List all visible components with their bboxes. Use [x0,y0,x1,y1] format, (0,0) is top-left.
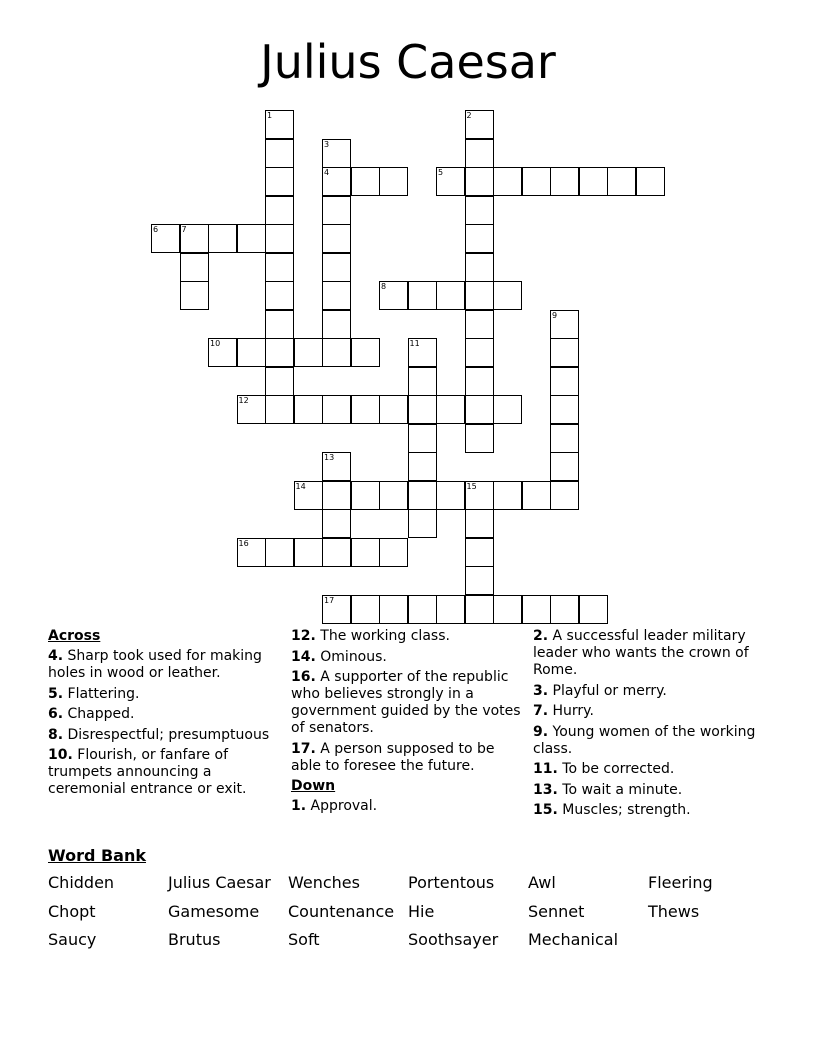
crossword-cell[interactable] [265,281,294,310]
cell-number: 1 [267,111,273,120]
clue-number: 2. [533,628,549,644]
crossword-cell[interactable] [322,281,351,310]
crossword-cell[interactable] [322,595,351,624]
crossword-cell[interactable] [237,224,266,253]
crossword-cell[interactable] [408,424,437,453]
cell-number: 8 [381,282,387,291]
crossword-cell[interactable] [265,310,294,339]
crossword-cell[interactable] [351,167,380,196]
crossword-cell[interactable] [465,595,494,624]
clue-number: 13. [533,781,558,798]
clue-text: Flattering. [67,685,140,702]
crossword-cell[interactable] [465,395,494,424]
crossword-cell[interactable] [465,281,494,310]
crossword-cell[interactable] [550,310,579,339]
crossword-cell[interactable] [322,253,351,282]
word-bank-item: Fleering [648,873,713,892]
crossword-cell[interactable] [465,338,494,367]
crossword-cell[interactable] [465,310,494,339]
cell-number: 7 [181,225,187,234]
crossword-cell[interactable] [579,595,608,624]
clue-item [533,802,769,819]
crossword-cell[interactable] [322,224,351,253]
across-heading: Across [48,628,101,644]
clue-item [48,706,276,723]
cell-number: 4 [324,168,330,177]
clue-item [291,649,523,666]
word-bank-item: Thews [648,901,700,921]
crossword-cell[interactable] [465,481,494,510]
crossword-cell[interactable] [408,481,437,510]
crossword-cell[interactable] [322,310,351,339]
crossword-cell[interactable] [351,538,380,567]
crossword-cell[interactable] [436,281,465,310]
crossword-cell[interactable] [436,481,465,510]
clue-number: 11. [533,761,558,777]
crossword-cell[interactable] [265,395,294,424]
cell-number: 17 [324,595,335,605]
cell-number: 2 [466,111,472,120]
crossword-cell[interactable] [322,395,351,424]
crossword-cell[interactable] [294,338,323,367]
word-bank-item: Chopt [48,901,96,921]
clue-item [291,628,523,645]
across-clue-list-continued [291,628,523,775]
cell-number: 13 [324,453,335,462]
word-bank-item: Countenance [288,901,395,921]
crossword-cell[interactable] [351,395,380,424]
crossword-cell[interactable] [465,509,494,538]
crossword-cell[interactable] [322,509,351,538]
crossword-cell[interactable] [493,595,522,624]
cell-number: 5 [438,168,444,177]
cell-number: 15 [466,481,477,491]
clue-item [291,741,523,775]
crossword-cell[interactable] [465,367,494,396]
crossword-cell[interactable] [493,167,522,196]
crossword-cell[interactable] [522,167,551,196]
crossword-cell[interactable] [265,139,294,168]
clue-number: 10. [48,747,73,763]
crossword-cell[interactable] [550,338,579,367]
clue-text: Flourish, or fanfare of trumpets announcing a ceremonial entrance or exit. [48,747,247,797]
crossword-cell[interactable] [379,167,408,196]
crossword-cell[interactable] [408,452,437,481]
cell-number: 6 [153,225,159,234]
clue-text: Ominous. [320,648,387,665]
clue-item [533,703,769,720]
cell-number: 11 [409,339,420,348]
crossword-cell[interactable] [408,338,437,367]
clue-number: 14. [291,648,316,665]
crossword-cell[interactable] [436,167,465,196]
crossword-cell[interactable] [408,395,437,424]
crossword-cell[interactable] [265,224,294,253]
crossword-cell[interactable] [379,481,408,510]
crossword-cell[interactable] [550,452,579,481]
down-clue-list [291,798,523,815]
clue-number: 1. [291,798,307,814]
word-bank-item: Soft [288,930,320,949]
down-clue-list-continued [533,628,769,819]
crossword-cell[interactable] [522,595,551,624]
clue-text: Disrespectful; presumptuous [67,726,270,743]
cell-number: 14 [295,481,306,491]
crossword-cell[interactable] [579,167,608,196]
clue-item [48,686,276,703]
crossword-cell[interactable] [379,395,408,424]
word-bank-item: Portentous [408,873,495,892]
clue-item [533,628,769,679]
clue-item [533,683,769,700]
crossword-cell[interactable] [322,452,351,481]
crossword-cell[interactable] [465,139,494,168]
crossword-cell[interactable] [465,424,494,453]
clue-number: 4. [48,648,64,664]
word-bank-item: Mechanical [528,930,619,949]
cell-number: 9 [552,310,558,320]
cell-number: 3 [324,139,330,149]
clue-text: The working class. [320,628,450,644]
clue-item [48,648,276,682]
crossword-cell[interactable] [408,595,437,624]
crossword-cell[interactable] [465,538,494,567]
clues-column-2 [291,628,523,819]
clue-item [533,782,769,799]
crossword-cell[interactable] [465,224,494,253]
clue-number: 12. [291,628,316,644]
crossword-cell[interactable] [208,224,237,253]
clue-text: A successful leader military leader who wants the crown of Rome. [533,628,749,678]
crossword-cell[interactable] [322,481,351,510]
crossword-cell[interactable] [351,338,380,367]
crossword-cell[interactable] [493,481,522,510]
crossword-cell[interactable] [408,281,437,310]
clue-text: Young women of the working class. [533,723,756,757]
crossword-cell[interactable] [408,509,437,538]
crossword-cell[interactable] [465,196,494,225]
crossword-cell[interactable] [550,167,579,196]
crossword-cell[interactable] [465,253,494,282]
clue-number: 15. [533,802,558,818]
cell-number: 12 [238,396,249,405]
clue-text: To be corrected. [562,761,675,777]
clue-number: 5. [48,685,64,702]
crossword-cell[interactable] [522,481,551,510]
crossword-cell[interactable] [237,395,266,424]
crossword-cell[interactable] [265,338,294,367]
clues-column-3 [533,628,769,823]
word-bank [48,872,768,958]
word-bank-item: Chidden [48,873,115,892]
clue-number: 9. [533,723,549,740]
clue-text: A supporter of the republic who believes strongly in a government guided by the votes of senators. [291,669,521,736]
crossword-cell[interactable] [294,395,323,424]
down-heading: Down [291,778,336,794]
clue-text: Approval. [310,798,378,814]
clue-item [533,761,769,778]
crossword-cell[interactable] [408,367,437,396]
clue-item [48,727,276,744]
crossword-cell[interactable] [265,253,294,282]
crossword-cell[interactable] [237,538,266,567]
crossword-cell[interactable] [493,395,522,424]
word-bank-title: Word Bank [48,846,147,865]
crossword-cell[interactable] [550,395,579,424]
crossword-cell[interactable] [322,338,351,367]
word-bank-item: Wenches [288,873,360,892]
clue-text: To wait a minute. [562,781,683,798]
clue-text: Chapped. [67,706,135,722]
crossword-cell[interactable] [322,538,351,567]
crossword-cell[interactable] [550,595,579,624]
word-bank-item: Soothsayer [408,930,499,949]
word-bank-item: Gamesome [168,901,260,921]
crossword-cell[interactable] [465,110,494,139]
word-bank-item: Awl [528,873,556,892]
crossword-cell[interactable] [265,196,294,225]
clue-number: 7. [533,703,549,719]
crossword-cell[interactable] [550,367,579,396]
crossword-cell[interactable] [265,110,294,139]
word-bank-item: Hie [408,901,435,921]
page-title: Julius Caesar [260,35,556,89]
across-clue-list [48,648,276,798]
crossword-cell[interactable] [636,167,665,196]
crossword-cell[interactable] [550,481,579,510]
crossword-cell[interactable] [550,424,579,453]
crossword-cell[interactable] [493,281,522,310]
clue-item [291,669,523,737]
clue-number: 3. [533,682,549,699]
word-bank-item: Julius Caesar [168,873,271,892]
crossword-cell[interactable] [465,566,494,595]
crossword-cell[interactable] [465,167,494,196]
crossword-cell[interactable] [151,224,180,253]
clue-text: A person supposed to be able to foresee the future. [291,740,495,774]
crossword-cell[interactable] [265,367,294,396]
crossword-cell[interactable] [180,224,209,253]
cell-number: 16 [238,538,249,548]
clue-text: Hurry. [552,703,594,719]
clue-text: Playful or merry. [552,682,667,699]
clue-number: 16. [291,669,316,685]
crossword-cell[interactable] [379,281,408,310]
crossword-cell[interactable] [322,196,351,225]
crossword-cell[interactable] [294,481,323,510]
crossword-cell[interactable] [180,253,209,282]
crossword-cell[interactable] [379,538,408,567]
crossword-cell[interactable] [607,167,636,196]
clue-text: Muscles; strength. [562,802,691,818]
clue-number: 8. [48,726,64,743]
crossword-cell[interactable] [351,481,380,510]
crossword-cell[interactable] [322,139,351,168]
crossword-cell[interactable] [265,167,294,196]
word-bank-item: Saucy [48,930,97,949]
crossword-cell[interactable] [436,595,465,624]
crossword-cell[interactable] [322,167,351,196]
crossword-cell[interactable] [180,281,209,310]
clue-number: 6. [48,706,64,722]
crossword-cell[interactable] [208,338,237,367]
crossword-cell[interactable] [265,538,294,567]
clue-item [533,724,769,758]
crossword-cell[interactable] [436,395,465,424]
clue-item [291,798,523,815]
crossword-cell[interactable] [351,595,380,624]
crossword-cell[interactable] [379,595,408,624]
clue-text: Sharp took used for making holes in wood or leather. [48,648,262,681]
crossword-cell[interactable] [237,338,266,367]
word-bank-item: Sennet [528,901,585,921]
clue-number: 17. [291,740,316,757]
clue-item [48,747,276,798]
cell-number: 10 [210,339,221,348]
clues-column-1 [48,628,276,802]
word-bank-item: Brutus [168,930,221,949]
crossword-cell[interactable] [294,538,323,567]
